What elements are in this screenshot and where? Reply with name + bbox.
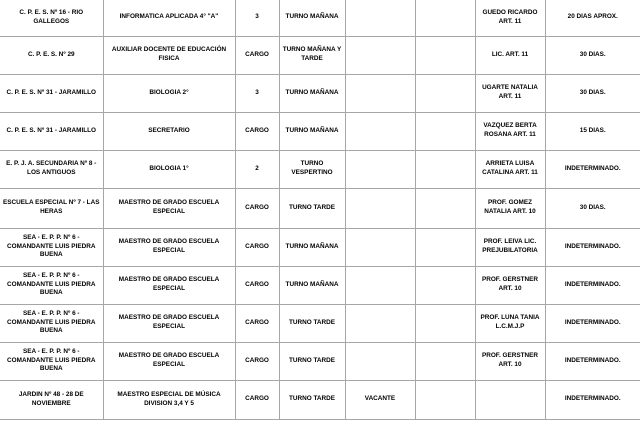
subject-cell: MAESTRO DE GRADO ESCUELA ESPECIAL xyxy=(103,188,235,228)
hours-cell: CARGO xyxy=(235,342,279,380)
subject-cell: AUXILIAR DOCENTE DE EDUCACIÓN FISICA xyxy=(103,36,235,74)
reason-cell: PROF. LEIVA LIC. PREJUBILATORIA xyxy=(475,228,545,266)
table-row xyxy=(0,304,640,342)
table-row xyxy=(0,266,640,304)
reason-cell: PROF. GOMEZ NATALIA ART. 10 xyxy=(475,188,545,228)
reason-cell: VAZQUEZ BERTA ROSANA ART. 11 xyxy=(475,112,545,150)
subject-cell: MAESTRO DE GRADO ESCUELA ESPECIAL xyxy=(103,228,235,266)
school-cell: SEA - E. P. P. Nº 6 - COMANDANTE LUIS PIEDRA BUENA xyxy=(0,266,103,304)
reason-cell: UGARTE NATALIA ART. 11 xyxy=(475,74,545,112)
shift-cell: TURNO MAÑANA xyxy=(279,74,345,112)
duration-cell: INDETERMINADO. xyxy=(545,342,640,380)
empty-cell xyxy=(415,36,475,74)
hours-cell: CARGO xyxy=(235,188,279,228)
hours-cell: CARGO xyxy=(235,112,279,150)
reason-cell: PROF. GERSTNER ART. 10 xyxy=(475,266,545,304)
table-row xyxy=(0,150,640,188)
shift-cell: TURNO MAÑANA xyxy=(279,266,345,304)
status-cell: VACANTE xyxy=(345,380,415,419)
shift-cell: TURNO VESPERTINO xyxy=(279,150,345,188)
duration-cell: INDETERMINADO. xyxy=(545,304,640,342)
duration-cell: 30 DIAS. xyxy=(545,74,640,112)
status-cell xyxy=(345,228,415,266)
hours-cell: 3 xyxy=(235,0,279,36)
duration-cell: INDETERMINADO. xyxy=(545,380,640,419)
empty-cell xyxy=(415,0,475,36)
shift-cell: TURNO MAÑANA xyxy=(279,228,345,266)
school-cell: E. P. J. A. SECUNDARIA Nº 8 - LOS ANTIGUOS xyxy=(0,150,103,188)
empty-cell xyxy=(415,74,475,112)
hours-cell: 3 xyxy=(235,74,279,112)
shift-cell: TURNO MAÑANA Y TARDE xyxy=(279,36,345,74)
hours-cell: CARGO xyxy=(235,380,279,419)
subject-cell: MAESTRO DE GRADO ESCUELA ESPECIAL xyxy=(103,304,235,342)
duration-cell: 30 DIAS. xyxy=(545,36,640,74)
table-row xyxy=(0,188,640,228)
table-row xyxy=(0,380,640,419)
hours-cell: CARGO xyxy=(235,228,279,266)
shift-cell: TURNO TARDE xyxy=(279,304,345,342)
school-cell: SEA - E. P. P. Nº 6 - COMANDANTE LUIS PIEDRA BUENA xyxy=(0,304,103,342)
school-cell: SEA - E. P. P. Nº 6 - COMANDANTE LUIS PIEDRA BUENA xyxy=(0,228,103,266)
empty-cell xyxy=(415,112,475,150)
school-cell: C. P. E. S. Nº 31 - JARAMILLO xyxy=(0,74,103,112)
duration-cell: 30 DIAS. xyxy=(545,188,640,228)
hours-cell: CARGO xyxy=(235,304,279,342)
subject-cell: BIOLOGIA 1° xyxy=(103,150,235,188)
status-cell xyxy=(345,304,415,342)
empty-cell xyxy=(415,150,475,188)
empty-cell xyxy=(415,304,475,342)
status-cell xyxy=(345,266,415,304)
status-cell xyxy=(345,0,415,36)
empty-cell xyxy=(415,342,475,380)
school-cell: C. P. E. S. Nº 31 - JARAMILLO xyxy=(0,112,103,150)
status-cell xyxy=(345,74,415,112)
shift-cell: TURNO MAÑANA xyxy=(279,0,345,36)
shift-cell: TURNO TARDE xyxy=(279,380,345,419)
subject-cell: SECRETARIO xyxy=(103,112,235,150)
reason-cell xyxy=(475,380,545,419)
table-row xyxy=(0,342,640,380)
school-cell: JARDIN Nº 48 - 28 DE NOVIEMBRE xyxy=(0,380,103,419)
school-cell: C. P. E. S. Nº 29 xyxy=(0,36,103,74)
duration-cell: INDETERMINADO. xyxy=(545,228,640,266)
status-cell xyxy=(345,188,415,228)
subject-cell: MAESTRO ESPECIAL DE MÚSICA DIVISION 3,4 Y 5 xyxy=(103,380,235,419)
duration-cell: 15 DIAS. xyxy=(545,112,640,150)
reason-cell: PROF. GERSTNER ART. 10 xyxy=(475,342,545,380)
status-cell xyxy=(345,342,415,380)
subject-cell: INFORMATICA APLICADA 4° "A" xyxy=(103,0,235,36)
duration-cell: 20 DIAS APROX. xyxy=(545,0,640,36)
subject-cell: MAESTRO DE GRADO ESCUELA ESPECIAL xyxy=(103,266,235,304)
table-row xyxy=(0,74,640,112)
empty-cell xyxy=(415,228,475,266)
school-cell: ESCUELA ESPECIAL Nº 7 - LAS HERAS xyxy=(0,188,103,228)
school-cell: C. P. E. S. Nº 16 - RIO GALLEGOS xyxy=(0,0,103,36)
hours-cell: 2 xyxy=(235,150,279,188)
status-cell xyxy=(345,150,415,188)
status-cell xyxy=(345,36,415,74)
table-row xyxy=(0,0,640,36)
table-row xyxy=(0,112,640,150)
subject-cell: MAESTRO DE GRADO ESCUELA ESPECIAL xyxy=(103,342,235,380)
table-row xyxy=(0,228,640,266)
school-cell: SEA - E. P. P. Nº 6 - COMANDANTE LUIS PIEDRA BUENA xyxy=(0,342,103,380)
reason-cell: PROF. LUNA TANIA L.C.M.J.P xyxy=(475,304,545,342)
shift-cell: TURNO TARDE xyxy=(279,342,345,380)
reason-cell: ARRIETA LUISA CATALINA ART. 11 xyxy=(475,150,545,188)
duration-cell: INDETERMINADO. xyxy=(545,266,640,304)
duration-cell: INDETERMINADO. xyxy=(545,150,640,188)
table-row xyxy=(0,36,640,74)
shift-cell: TURNO TARDE xyxy=(279,188,345,228)
empty-cell xyxy=(415,266,475,304)
hours-cell: CARGO xyxy=(235,266,279,304)
empty-cell xyxy=(415,380,475,419)
status-cell xyxy=(345,112,415,150)
hours-cell: CARGO xyxy=(235,36,279,74)
subject-cell: BIOLOGIA 2° xyxy=(103,74,235,112)
reason-cell: LIC. ART. 11 xyxy=(475,36,545,74)
shift-cell: TURNO MAÑANA xyxy=(279,112,345,150)
reason-cell: GUEDO RICARDO ART. 11 xyxy=(475,0,545,36)
empty-cell xyxy=(415,188,475,228)
